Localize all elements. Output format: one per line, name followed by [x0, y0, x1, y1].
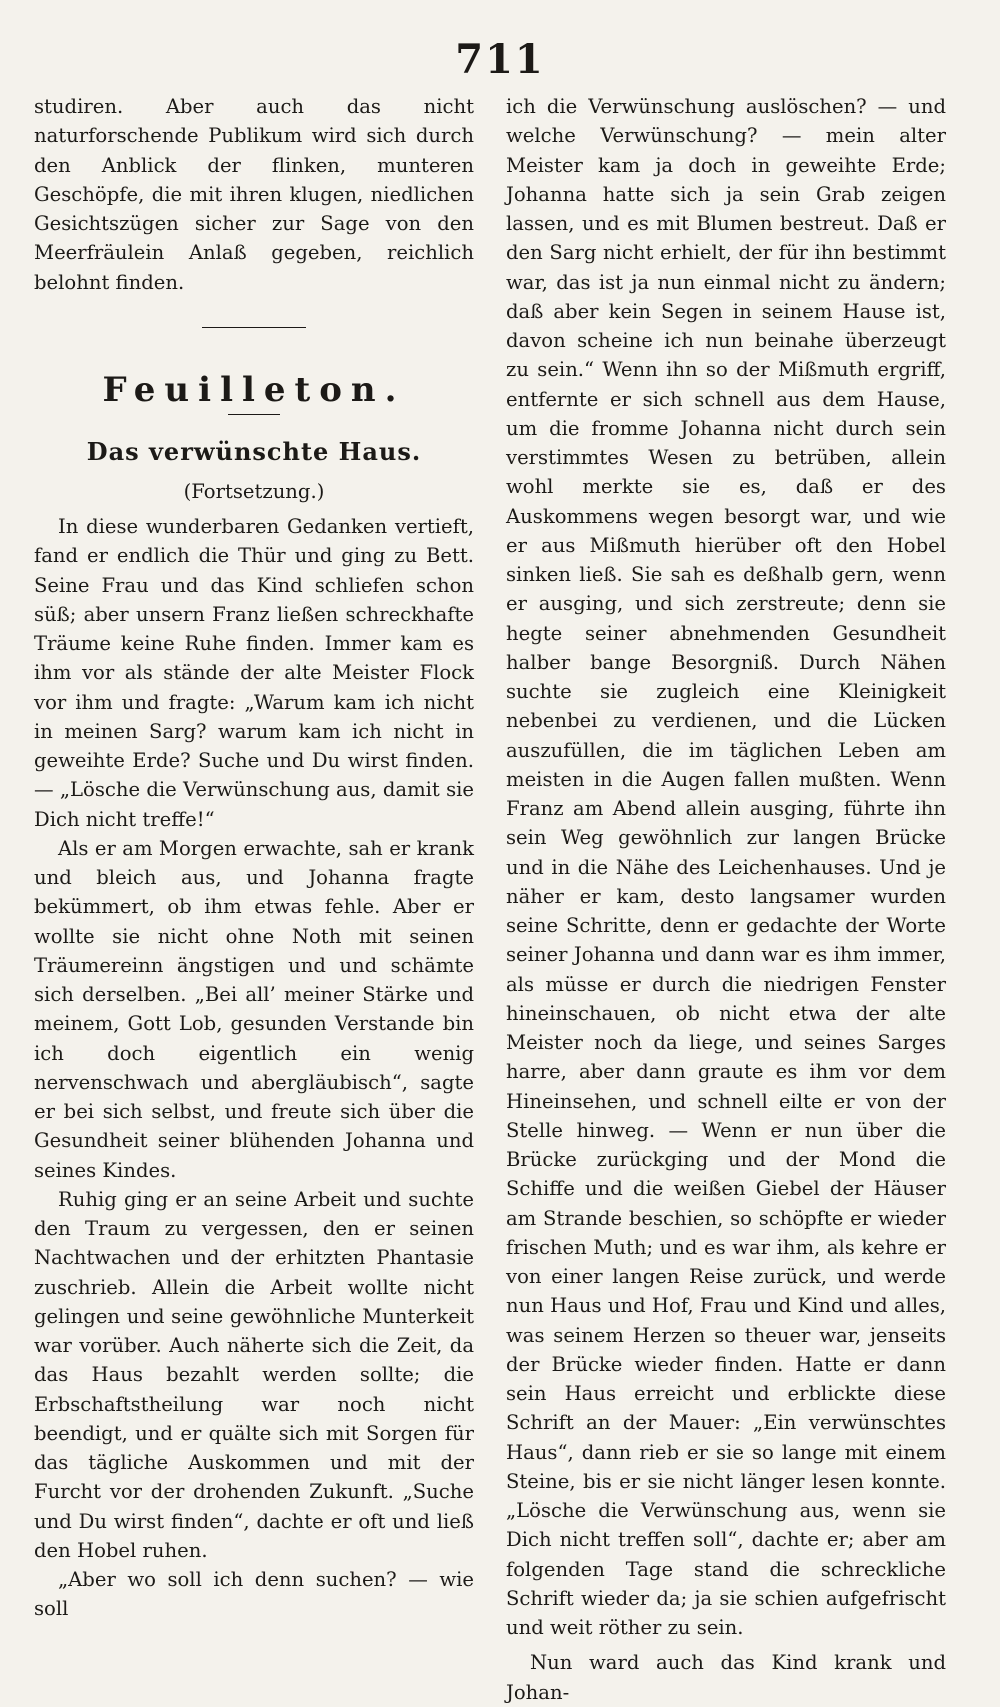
intro-paragraph: studiren. Aber auch das nicht naturforschende Publikum wird sich durch den Anblick der flinken, munteren Geschöpfe, die mit ihren klugen, niedlichen Gesichtszügen sicher zur Sage von den Meerfräulein Anlaß gegeben, reichlich belohnt finden. [34, 95, 474, 294]
right-column [506, 92, 946, 1707]
body-paragraph: Als er am Morgen erwachte, sah er krank und bleich aus, und Johanna fragte bekümmert, ob ihm etwas fehle. Aber er wollte sie nicht ohne Noth mit seinen Träumereinn ängstigen und und schämte sich derselben. „Bei all’ meiner Stärke und meinem, Gott Lob, gesunden Verstande bin ich doch eigentlich ein wenig nervenschwach und abergläubisch“, sagte er bei sich selbst, und freute sich über die Gesundheit seiner blühenden Johanna und seines Kindes. [34, 836, 474, 1182]
page-number: 711 [455, 36, 545, 83]
section-heading: Feuilleton. [102, 369, 406, 410]
story-title: Das verwünschte Haus. [86, 436, 422, 466]
body-paragraph: In diese wunderbaren Gedanken vertieft, fand er endlich die Thür und ging zu Bett. Seine Frau und das Kind schliefen schon süß; aber unsern Franz ließen schreckhafte Träume keine Ruhe finden. Immer kam es ihm vor als stände der alte Meister Flock vor ihm und fragte: „Warum kam ich nicht in meinen Sarg? warum kam ich nicht in geweihte Erde? Suche und Du wirst finden. — „Lösche die Verwünschung aus, damit sie Dich nicht treffe!“ [34, 515, 474, 831]
body-paragraph: Ruhig ging er an seine Arbeit und suchte den Traum zu vergessen, den er seinen Nachtwachen und der erhitzten Phantasie zuschrieb. Allein die Arbeit wollte nicht gelingen und seine gewöhnliche Munterkeit war vorüber. Auch näherte sich die Zeit, da das Haus bezahlt werden sollte; die Erbschaftstheilung war noch nicht beendigt, und er quälte sich mit Sorgen für das tägliche Auskommen und mit der Furcht vor der drohenden Zukunft. „Suche und Du wirst finden“, dachte er oft und ließ den Hobel ruhen. [34, 1187, 474, 1562]
body-paragraph: ich die Verwünschung auslöschen? — und welche Verwünschung? — mein alter Meister kam ja doch in geweihte Erde; Johanna hatte sich ja sein Grab zeigen lassen, und es mit Blumen bestreut. Daß er den Sarg nicht erhielt, der für ihn bestimmt war, das ist ja nun einmal nicht zu ändern; daß aber kein Segen in seinem Hause ist, davon scheine ich nun beinahe überzeugt zu sein.“ Wenn ihn so der Mißmuth ergriff, entfernte er sich schnell aus dem Hause, um die fromme Johanna nicht durch sein verstimmtes Wesen zu betrüben, allein wohl merkte sie es, daß er des Auskommens wegen besorgt war, und wie er aus Mißmuth hierüber oft den Hobel sinken ließ. Sie sah es deßhalb gern, wenn er ausging, und sich zerstreute; denn sie hegte seiner abnehmenden Gesundheit halber bange Besorgniß. Durch Nähen suchte sie zugleich eine Kleinigkeit nebenbei zu verdienen, und die Lücken auszufüllen, die im täglichen Leben am meisten in die Augen fallen mußten. Wenn Franz am Abend allein ausging, führte ihn sein Weg gewöhnlich zur langen Brücke und in die Nähe des Leichenhauses. Und je näher er kam, desto langsamer wurden seine Schritte, denn er gedachte der Worte seiner Johanna und dann war es ihm immer, als müsse er durch die niedrigen Fenster hineinschauen, ob nicht etwa der alte Meister noch da liege, und seines Sarges harre, aber dann graute es ihm vor dem Hineinsehen, und schnell eilte er von der Stelle hinweg. — Wenn er nun über die Brücke zurückging und der Mond die Schiffe und die weißen Giebel der Häuser am Strande beschien, so schöpfte er wieder frischen Muth; und es war ihm, als kehre er von einer langen Reise zurück, und werde nun Haus und Hof, Frau und Kind und alles, was seinem Herzen so theuer war, jenseits der Brücke wieder finden. Hatte er dann sein Haus erreicht und erblickte diese Schrift an der Mauer: „Ein verwünschtes Haus“, dann rieb er sie so lange mit einem Steine, bis er sie nicht länger lesen konnte. „Lösche die Verwünschung aus, wenn sie Dich nicht treffen soll“, dachte er; aber am folgenden Tage stand die schreckliche Schrift wieder da; ja sie schien aufgefrischt und weit röther zu sein. [506, 95, 946, 1639]
body-paragraph: „Aber wo soll ich denn suchen? — wie soll [34, 1568, 474, 1621]
section-divider [202, 327, 306, 328]
body-paragraph: Nun ward auch das Kind krank und Johan- [506, 1651, 946, 1704]
heading-divider [228, 414, 280, 415]
left-column [34, 92, 474, 1624]
continuation-note: (Fortsetzung.) [183, 479, 325, 503]
